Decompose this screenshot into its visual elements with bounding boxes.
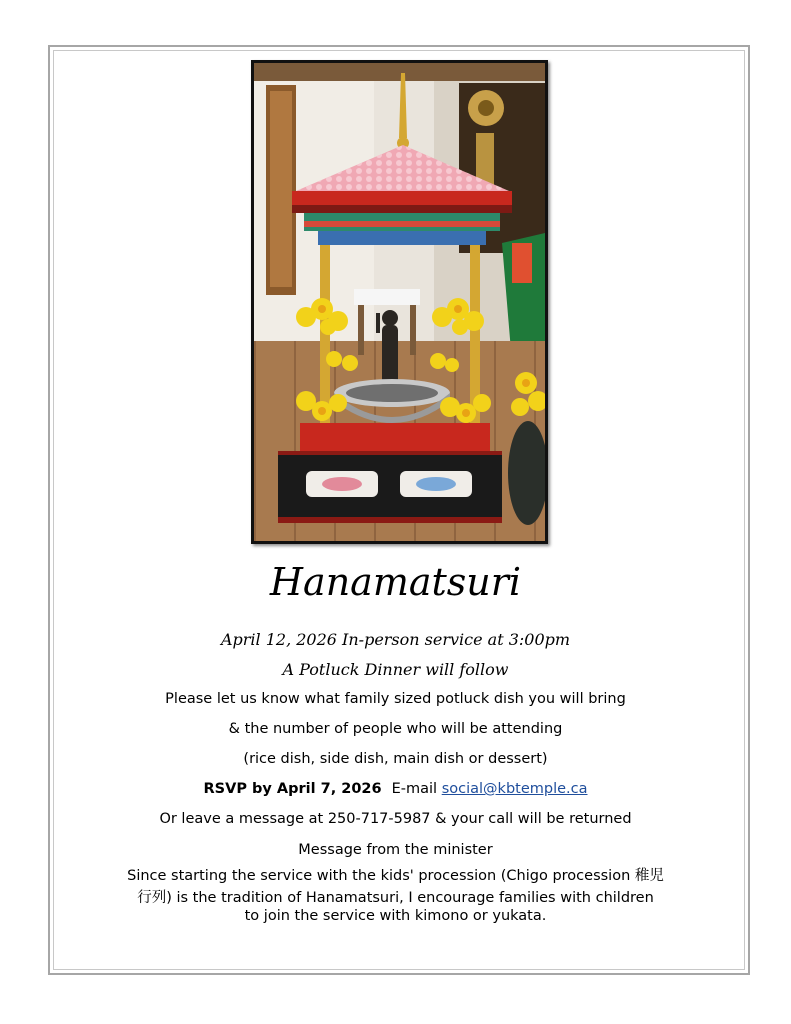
message-line-2: 行列) is the tradition of Hanamatsuri, I encourage families with children <box>137 890 654 906</box>
dish-options-line: (rice dish, side dish, main dish or dessert) <box>243 751 548 767</box>
potluck-line: A Potluck Dinner will follow <box>282 660 509 679</box>
message-line-3: to join the service with kimono or yukata. <box>244 908 547 924</box>
email-label: E-mail <box>391 781 438 797</box>
email-link[interactable]: social@kbtemple.ca <box>441 781 588 797</box>
phone-line: Or leave a message at 250-717-5987 & your call will be returned <box>159 811 632 827</box>
rsvp-deadline: RSVP by April 7, 2026 <box>203 781 382 797</box>
message-line-1: Since starting the service with the kids' procession (Chigo procession 稚児 <box>127 868 664 884</box>
rsvp-line <box>0 781 791 797</box>
hanamidou-shrine-photo <box>251 60 548 544</box>
event-title: Hanamatsuri <box>269 560 522 604</box>
date-line: April 12, 2026 In-person service at 3:00pm <box>220 630 571 649</box>
dish-request-line: Please let us know what family sized potluck dish you will bring <box>165 691 626 707</box>
message-heading: Message from the minister <box>298 842 493 858</box>
attendance-request-line: & the number of people who will be attending <box>228 721 563 737</box>
